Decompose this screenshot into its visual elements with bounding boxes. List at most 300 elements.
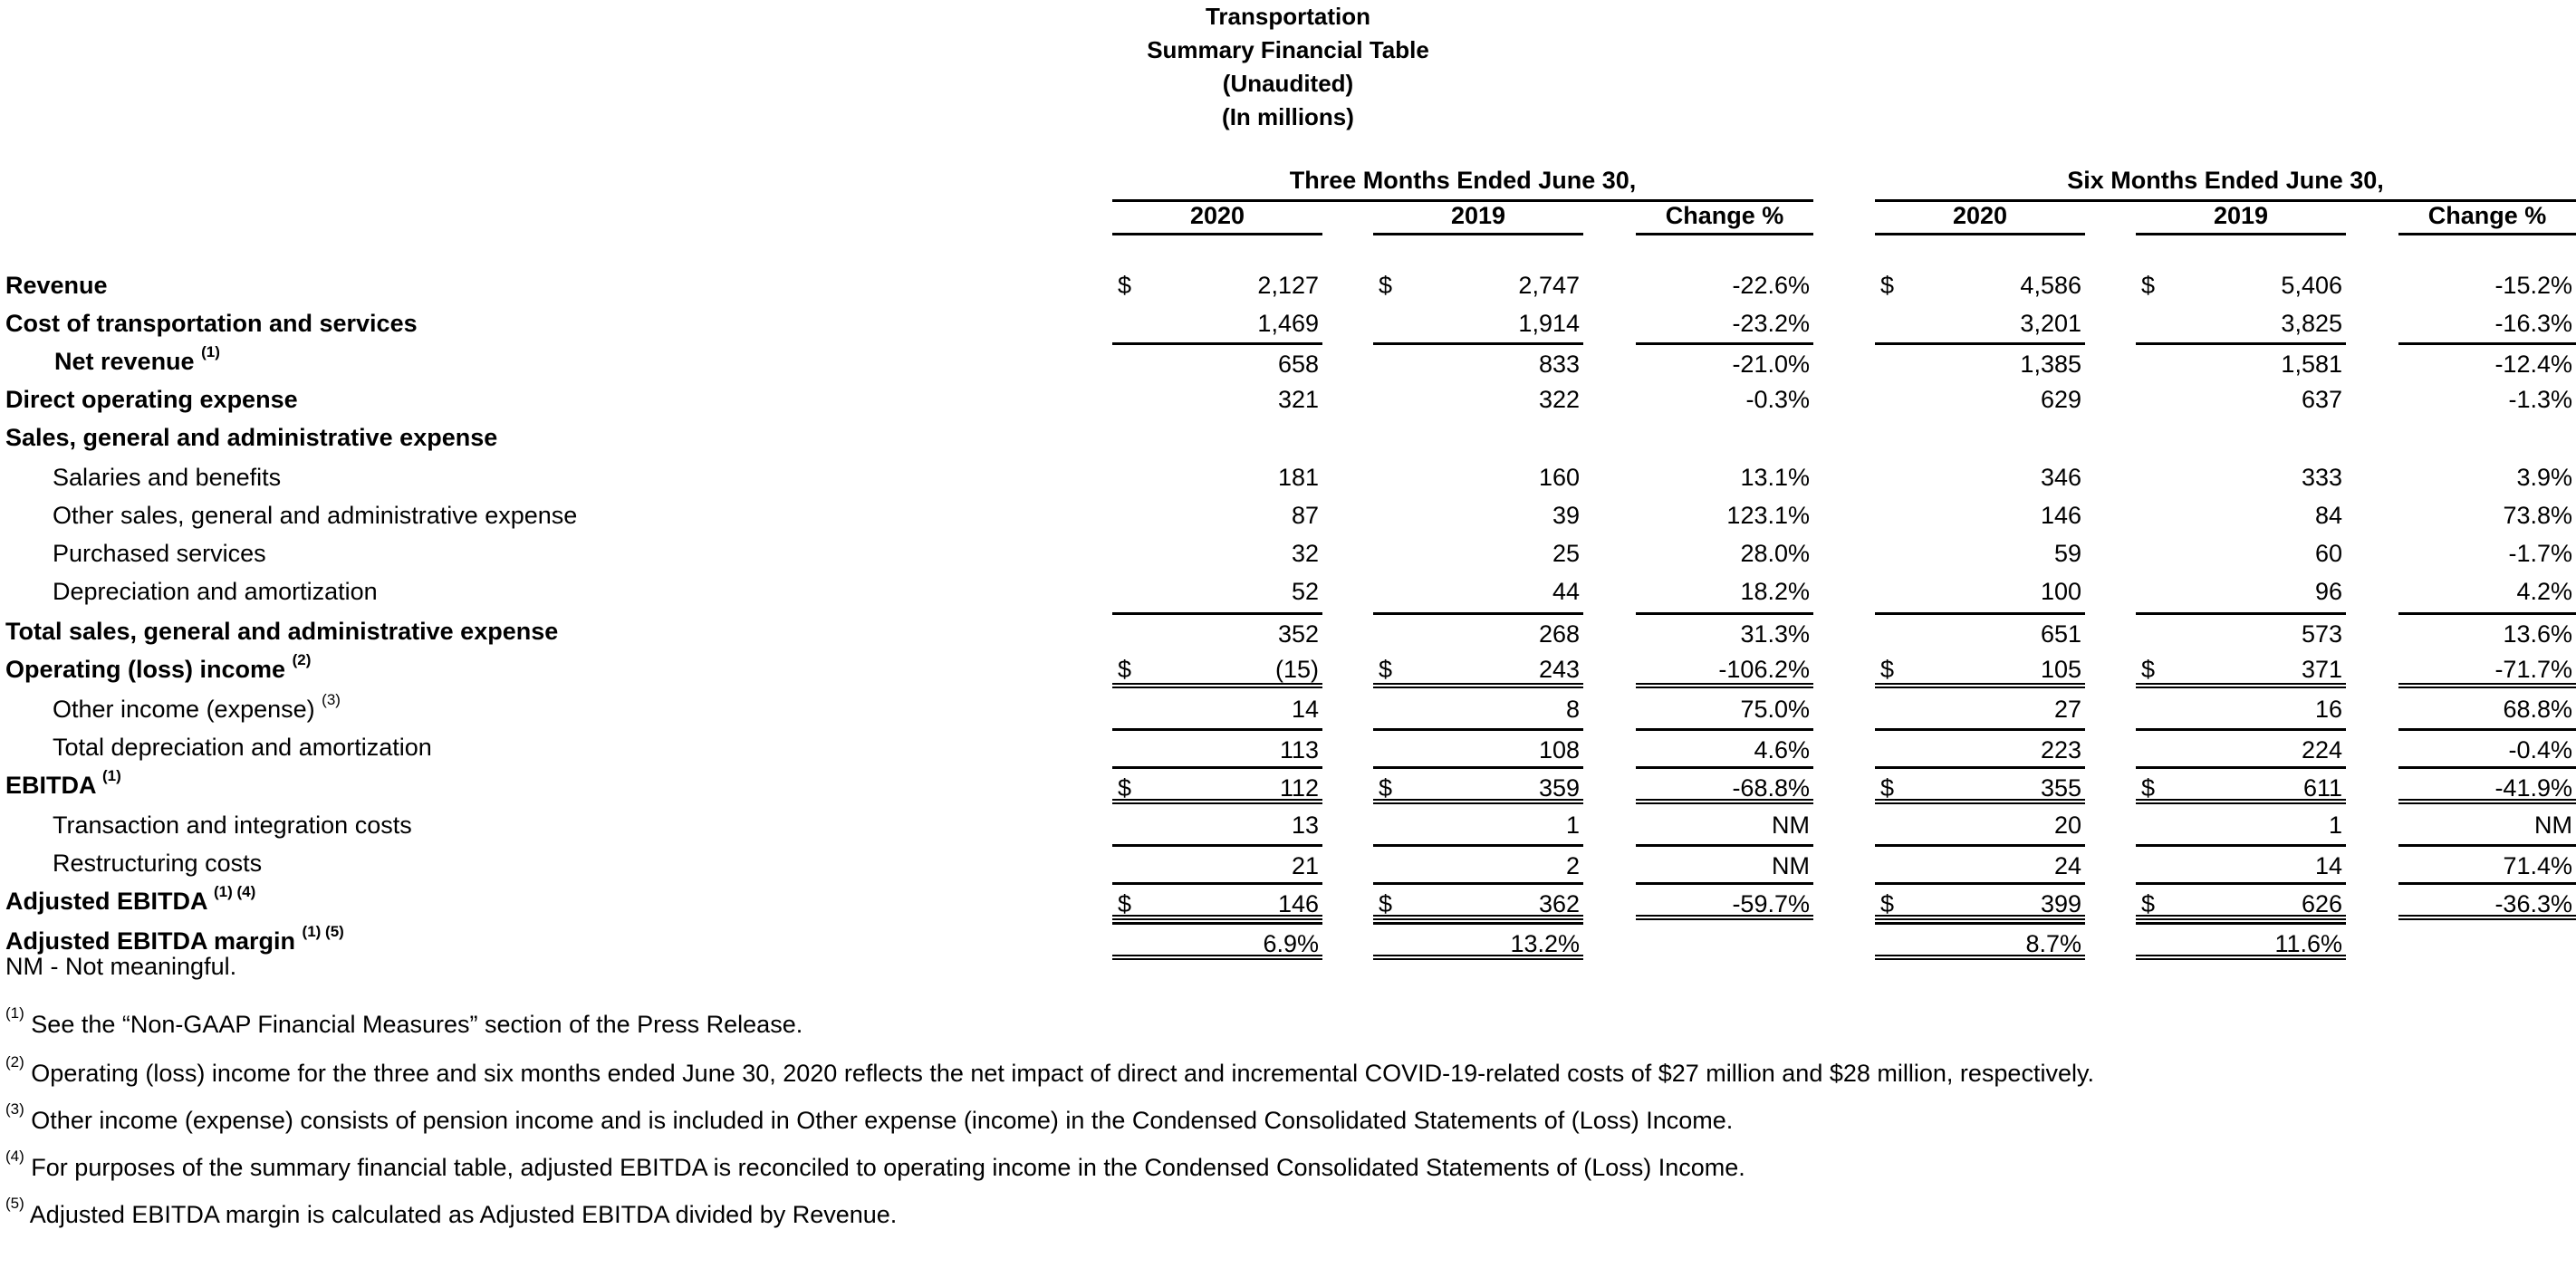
cell-value: 224 <box>2301 736 2342 764</box>
row-label-text: Total sales, general and administrative expense <box>5 618 559 645</box>
cell-value: 11.6% <box>2274 930 2342 957</box>
cell-value: 4.6% <box>1754 736 1810 764</box>
cell-value: 52 <box>1291 578 1319 605</box>
table-cell <box>2398 922 2576 960</box>
cell-value: -0.3% <box>1745 386 1810 413</box>
table-cell <box>1875 806 2085 844</box>
table-cell <box>1875 534 2085 572</box>
table-cell <box>2398 304 2576 342</box>
cell-value: 2,127 <box>1257 272 1319 299</box>
footnote-text: Other income (expense) consists of pension income and is included in Other expense (income) in the Condensed Consolidated Statements of (Loss) Income. <box>31 1107 1734 1134</box>
footnote-reference: (2) <box>292 651 312 668</box>
row-label <box>53 458 281 496</box>
cell-value: 223 <box>2040 736 2081 764</box>
table-cell <box>1112 380 1322 418</box>
row-label-text: Adjusted EBITDA <box>5 888 207 915</box>
currency-symbol: $ <box>1880 656 1895 683</box>
table-cell <box>1112 496 1322 534</box>
table-cell <box>1875 380 2085 418</box>
table-cell <box>1373 882 1583 920</box>
row-label-text: Net revenue <box>54 348 195 375</box>
table-cell <box>1875 690 2085 728</box>
row-label-text: Total depreciation and amortization <box>53 734 432 761</box>
table-cell <box>1373 690 1583 728</box>
table-cell <box>1112 922 1322 960</box>
currency-symbol: $ <box>1880 890 1895 917</box>
table-cell <box>1112 766 1322 804</box>
table-cell <box>1875 342 2085 380</box>
cell-value: -68.8% <box>1732 774 1810 802</box>
cell-value: 321 <box>1277 386 1319 413</box>
table-cell <box>1875 572 2085 610</box>
table-cell <box>1636 766 1813 804</box>
footnote-mark: (1) <box>5 1004 24 1022</box>
row-label-text: Direct operating expense <box>5 386 298 413</box>
row-label-text: Revenue <box>5 272 108 299</box>
table-cell <box>2136 844 2346 882</box>
table-cell <box>1636 612 1813 650</box>
cell-value: 13.2% <box>1510 930 1580 957</box>
cell-value: NM <box>1772 812 1810 839</box>
footnote-nm: NM - Not meaningful. <box>5 953 237 980</box>
title-line-2: Summary Financial Table <box>1147 36 1429 63</box>
footnote-text: See the “Non-GAAP Financial Measures” section of the Press Release. <box>31 1011 803 1038</box>
table-cell <box>1636 650 1813 688</box>
cell-value: -21.0% <box>1732 351 1810 378</box>
cell-value: 4,586 <box>2020 272 2081 299</box>
table-cell <box>1112 806 1322 844</box>
cell-value: 637 <box>2301 386 2342 413</box>
table-cell <box>2136 304 2346 342</box>
table-cell <box>1636 304 1813 342</box>
row-label-text: Other income (expense) <box>53 696 315 723</box>
cell-value: 112 <box>1279 774 1319 802</box>
currency-symbol: $ <box>1379 890 1393 917</box>
row-label-text: Depreciation and amortization <box>53 578 378 605</box>
cell-value: 20 <box>2053 812 2081 839</box>
cell-value: 105 <box>2040 656 2081 683</box>
row-label <box>5 766 121 804</box>
cell-value: 1,469 <box>1257 310 1319 337</box>
table-cell <box>1373 922 1583 960</box>
table-cell <box>2398 342 2576 380</box>
table-cell <box>1373 418 1583 456</box>
cell-value: 4.2% <box>2516 578 2572 605</box>
table-cell <box>1112 612 1322 650</box>
table-cell <box>2136 266 2346 304</box>
cell-value: 87 <box>1291 502 1319 529</box>
cell-value: 71.4% <box>2503 852 2572 879</box>
cell-value: 352 <box>1277 620 1319 648</box>
cell-value: 16 <box>2314 696 2342 723</box>
cell-value: 113 <box>1279 736 1319 764</box>
cell-value: 75.0% <box>1740 696 1810 723</box>
cell-value: 32 <box>1291 540 1319 567</box>
table-cell <box>1875 728 2085 766</box>
cell-value: 359 <box>1538 774 1580 802</box>
cell-value: 27 <box>2053 696 2081 723</box>
currency-symbol: $ <box>2141 272 2156 299</box>
table-cell <box>1636 458 1813 496</box>
footnote-mark: (2) <box>5 1053 24 1071</box>
cell-value: 611 <box>2302 774 2342 802</box>
table-cell <box>1373 304 1583 342</box>
table-cell <box>1636 534 1813 572</box>
footnote <box>5 1004 803 1038</box>
group-header-six-months: Six Months Ended June 30, <box>1875 165 2576 202</box>
row-label-text: Operating (loss) income <box>5 656 286 683</box>
footnote-reference: (1) <box>201 343 220 360</box>
title-line-1: Transportation <box>1205 3 1370 30</box>
table-row <box>0 882 2576 920</box>
row-label-text: Transaction and integration costs <box>53 812 412 839</box>
cell-value: (15) <box>1274 656 1319 683</box>
table-cell <box>2136 572 2346 610</box>
table-cell <box>1373 266 1583 304</box>
table-cell <box>2398 766 2576 804</box>
col-header-3m-2020: 2020 <box>1112 199 1322 235</box>
currency-symbol: $ <box>1379 656 1393 683</box>
cell-value: 833 <box>1538 351 1580 378</box>
table-cell <box>1875 650 2085 688</box>
cell-value: 13.1% <box>1740 464 1810 491</box>
cell-value: 24 <box>2053 852 2081 879</box>
table-cell <box>1875 418 2085 456</box>
table-row <box>0 612 2576 650</box>
cell-value: -22.6% <box>1732 272 1810 299</box>
table-cell <box>2136 496 2346 534</box>
table-cell <box>1636 266 1813 304</box>
table-cell <box>2136 882 2346 920</box>
table-cell <box>2136 342 2346 380</box>
currency-symbol: $ <box>2141 890 2156 917</box>
table-cell <box>1112 534 1322 572</box>
table-cell <box>1373 728 1583 766</box>
title-line-4: (In millions) <box>1222 103 1354 130</box>
footnote-mark: (4) <box>5 1148 24 1165</box>
row-label <box>53 690 341 728</box>
table-cell <box>1373 612 1583 650</box>
currency-symbol: $ <box>2141 774 2156 802</box>
table-row <box>0 496 2576 534</box>
cell-value: 60 <box>2314 540 2342 567</box>
table-cell <box>1112 458 1322 496</box>
cell-value: 68.8% <box>2503 696 2572 723</box>
table-cell <box>2398 844 2576 882</box>
table-cell <box>1875 304 2085 342</box>
row-label <box>53 728 432 766</box>
row-label <box>5 418 497 456</box>
table-cell <box>1112 304 1322 342</box>
cell-value: 1,385 <box>2020 351 2081 378</box>
row-label <box>54 342 220 380</box>
row-label <box>5 304 418 342</box>
cell-value: 28.0% <box>1740 540 1810 567</box>
cell-value: 73.8% <box>2503 502 2572 529</box>
cell-value: 362 <box>1538 890 1580 917</box>
table-row <box>0 418 2576 456</box>
footnote <box>5 1195 898 1228</box>
col-header-6m-change: Change % <box>2398 199 2576 235</box>
table-cell <box>1875 458 2085 496</box>
cell-value: -59.7% <box>1732 890 1810 917</box>
table-cell <box>2136 650 2346 688</box>
footnote-text: Operating (loss) income for the three and six months ended June 30, 2020 reflects the net impact of direct and incremental COVID-19-related costs of $27 million and $28 million, respectively. <box>31 1060 2094 1087</box>
cell-value: 25 <box>1552 540 1580 567</box>
cell-value: 629 <box>2040 386 2081 413</box>
cell-value: 108 <box>1538 736 1580 764</box>
table-cell <box>2398 650 2576 688</box>
table-row <box>0 844 2576 882</box>
cell-value: 626 <box>2301 890 2342 917</box>
currency-symbol: $ <box>1118 656 1132 683</box>
cell-value: -1.7% <box>2508 540 2572 567</box>
cell-value: 1,914 <box>1518 310 1580 337</box>
row-label <box>5 882 255 920</box>
cell-value: 146 <box>2040 502 2081 529</box>
table-row <box>0 766 2576 804</box>
cell-value: 84 <box>2314 502 2342 529</box>
table-cell <box>1112 882 1322 920</box>
cell-value: 651 <box>2040 620 2081 648</box>
footnote-mark: (5) <box>5 1195 24 1212</box>
table-cell <box>2398 266 2576 304</box>
cell-value: 100 <box>2040 578 2081 605</box>
table-cell <box>2136 806 2346 844</box>
row-label <box>53 844 262 882</box>
table-cell <box>2136 458 2346 496</box>
table-cell <box>2398 728 2576 766</box>
row-label <box>5 612 558 650</box>
footnote-mark: (3) <box>5 1100 24 1118</box>
cell-value: -15.2% <box>2494 272 2572 299</box>
cell-value: 3,201 <box>2020 310 2081 337</box>
table-cell <box>1875 922 2085 960</box>
table-cell <box>2136 728 2346 766</box>
title-line-3: (Unaudited) <box>1222 70 1354 97</box>
group-header-three-months: Three Months Ended June 30, <box>1112 165 1813 202</box>
table-cell <box>1636 572 1813 610</box>
cell-value: 146 <box>1277 890 1319 917</box>
table-cell <box>1373 458 1583 496</box>
table-cell <box>1373 496 1583 534</box>
cell-value: 31.3% <box>1740 620 1810 648</box>
table-cell <box>1636 728 1813 766</box>
table-cell <box>2398 882 2576 920</box>
row-label <box>53 806 412 844</box>
table-row <box>0 806 2576 844</box>
table-row <box>0 728 2576 766</box>
table-row <box>0 342 2576 380</box>
table-cell <box>1373 650 1583 688</box>
cell-value: -36.3% <box>2494 890 2572 917</box>
table-cell <box>1373 572 1583 610</box>
cell-value: 346 <box>2040 464 2081 491</box>
footnote-reference: (1) (4) <box>214 883 256 900</box>
table-cell <box>1636 380 1813 418</box>
table-cell <box>1636 882 1813 920</box>
footnote <box>5 1148 1745 1181</box>
cell-value: 13 <box>1291 812 1319 839</box>
table-cell <box>1373 766 1583 804</box>
footnote-text: Adjusted EBITDA margin is calculated as Adjusted EBITDA divided by Revenue. <box>29 1201 898 1228</box>
table-row <box>0 380 2576 418</box>
cell-value: 59 <box>2053 540 2081 567</box>
cell-value: 1,581 <box>2281 351 2342 378</box>
row-label-text: Purchased services <box>53 540 266 567</box>
table-cell <box>2398 496 2576 534</box>
cell-value: 3.9% <box>2516 464 2572 491</box>
cell-value: 573 <box>2301 620 2342 648</box>
cell-value: 355 <box>2040 774 2081 802</box>
col-header-3m-2019: 2019 <box>1373 199 1583 235</box>
table-cell <box>1875 496 2085 534</box>
cell-value: 6.9% <box>1263 930 1319 957</box>
table-cell <box>2398 458 2576 496</box>
row-label <box>5 266 108 304</box>
currency-symbol: $ <box>1118 272 1132 299</box>
row-label-text: Other sales, general and administrative expense <box>53 502 578 529</box>
table-row <box>0 572 2576 610</box>
currency-symbol: $ <box>1379 774 1393 802</box>
cell-value: 13.6% <box>2503 620 2572 648</box>
cell-value: 39 <box>1552 502 1580 529</box>
row-label-text: Restructuring costs <box>53 850 263 877</box>
row-label <box>53 534 266 572</box>
table-row <box>0 304 2576 342</box>
col-header-6m-2019: 2019 <box>2136 199 2346 235</box>
table-cell <box>1112 690 1322 728</box>
cell-value: -1.3% <box>2508 386 2572 413</box>
table-cell <box>1636 690 1813 728</box>
currency-symbol: $ <box>1118 774 1132 802</box>
cell-value: 371 <box>2301 656 2342 683</box>
table-cell <box>1112 650 1322 688</box>
table-row <box>0 690 2576 728</box>
table-cell <box>2136 766 2346 804</box>
table-cell <box>2136 690 2346 728</box>
cell-value: 181 <box>1277 464 1319 491</box>
cell-value: -41.9% <box>2494 774 2572 802</box>
table-row <box>0 458 2576 496</box>
cell-value: -106.2% <box>1718 656 1810 683</box>
table-cell <box>1112 266 1322 304</box>
cell-value: 21 <box>1291 852 1319 879</box>
table-cell <box>1112 572 1322 610</box>
table-cell <box>1636 342 1813 380</box>
table-cell <box>1373 844 1583 882</box>
currency-symbol: $ <box>1379 272 1393 299</box>
col-header-6m-2020: 2020 <box>1875 199 2085 235</box>
row-label-text: Salaries and benefits <box>53 464 282 491</box>
footnote-text: For purposes of the summary financial table, adjusted EBITDA is reconciled to operating income in the Condensed Consolidated Statements of (Loss) Income. <box>31 1154 1745 1181</box>
table-cell <box>2398 380 2576 418</box>
row-label <box>53 572 378 610</box>
row-label-text: EBITDA <box>5 772 96 799</box>
cell-value: 658 <box>1277 351 1319 378</box>
table-cell <box>1875 612 2085 650</box>
row-label-text: Sales, general and administrative expense <box>5 424 498 451</box>
footnote-reference: (1) (5) <box>302 923 344 940</box>
table-cell <box>2136 380 2346 418</box>
table-row <box>0 534 2576 572</box>
currency-symbol: $ <box>1880 272 1895 299</box>
cell-value: -23.2% <box>1732 310 1810 337</box>
table-cell <box>1373 380 1583 418</box>
cell-value: 14 <box>1291 696 1319 723</box>
table-cell <box>2136 922 2346 960</box>
cell-value: NM <box>2534 812 2572 839</box>
footnote-reference: (3) <box>322 691 341 708</box>
row-label <box>5 650 311 688</box>
table-cell <box>2398 418 2576 456</box>
cell-value: 5,406 <box>2281 272 2342 299</box>
cell-value: 8.7% <box>2025 930 2081 957</box>
table-cell <box>1636 844 1813 882</box>
table-row <box>0 266 2576 304</box>
table-cell <box>1112 342 1322 380</box>
currency-symbol: $ <box>1880 774 1895 802</box>
cell-value: -0.4% <box>2508 736 2572 764</box>
currency-symbol: $ <box>1118 890 1132 917</box>
cell-value: 333 <box>2301 464 2342 491</box>
table-cell <box>1875 266 2085 304</box>
cell-value: 1 <box>1565 812 1580 839</box>
table-row <box>0 650 2576 688</box>
table-cell <box>2398 534 2576 572</box>
currency-symbol: $ <box>2141 656 2156 683</box>
table-cell <box>1112 418 1322 456</box>
table-cell <box>1875 882 2085 920</box>
table-cell <box>1112 844 1322 882</box>
table-cell <box>1875 766 2085 804</box>
table-cell <box>2136 418 2346 456</box>
cell-value: 123.1% <box>1726 502 1810 529</box>
table-cell <box>1373 342 1583 380</box>
table-cell <box>2398 806 2576 844</box>
row-label-text: Adjusted EBITDA margin <box>5 927 296 955</box>
table-cell <box>1875 844 2085 882</box>
cell-value: 2,747 <box>1518 272 1580 299</box>
table-cell <box>1636 496 1813 534</box>
cell-value: 96 <box>2314 578 2342 605</box>
cell-value: 1 <box>2328 812 2342 839</box>
table-cell <box>1636 922 1813 960</box>
table-cell <box>2398 572 2576 610</box>
table-cell <box>1636 418 1813 456</box>
row-label-text: Cost of transportation and services <box>5 310 418 337</box>
cell-value: 243 <box>1538 656 1580 683</box>
cell-value: -71.7% <box>2494 656 2572 683</box>
table-cell <box>1373 806 1583 844</box>
footnote <box>5 1100 1734 1134</box>
footnote-reference: (1) <box>102 767 121 784</box>
col-header-3m-change: Change % <box>1636 199 1813 235</box>
table-cell <box>2398 690 2576 728</box>
row-label <box>5 380 298 418</box>
table-cell <box>2136 534 2346 572</box>
cell-value: -16.3% <box>2494 310 2572 337</box>
cell-value: NM <box>1772 852 1810 879</box>
cell-value: 3,825 <box>2281 310 2342 337</box>
cell-value: -12.4% <box>2494 351 2572 378</box>
table-cell <box>1112 728 1322 766</box>
cell-value: 322 <box>1538 386 1580 413</box>
table-row <box>0 922 2576 960</box>
footnote <box>5 1053 2094 1087</box>
cell-value: 44 <box>1552 578 1580 605</box>
cell-value: 160 <box>1538 464 1580 491</box>
